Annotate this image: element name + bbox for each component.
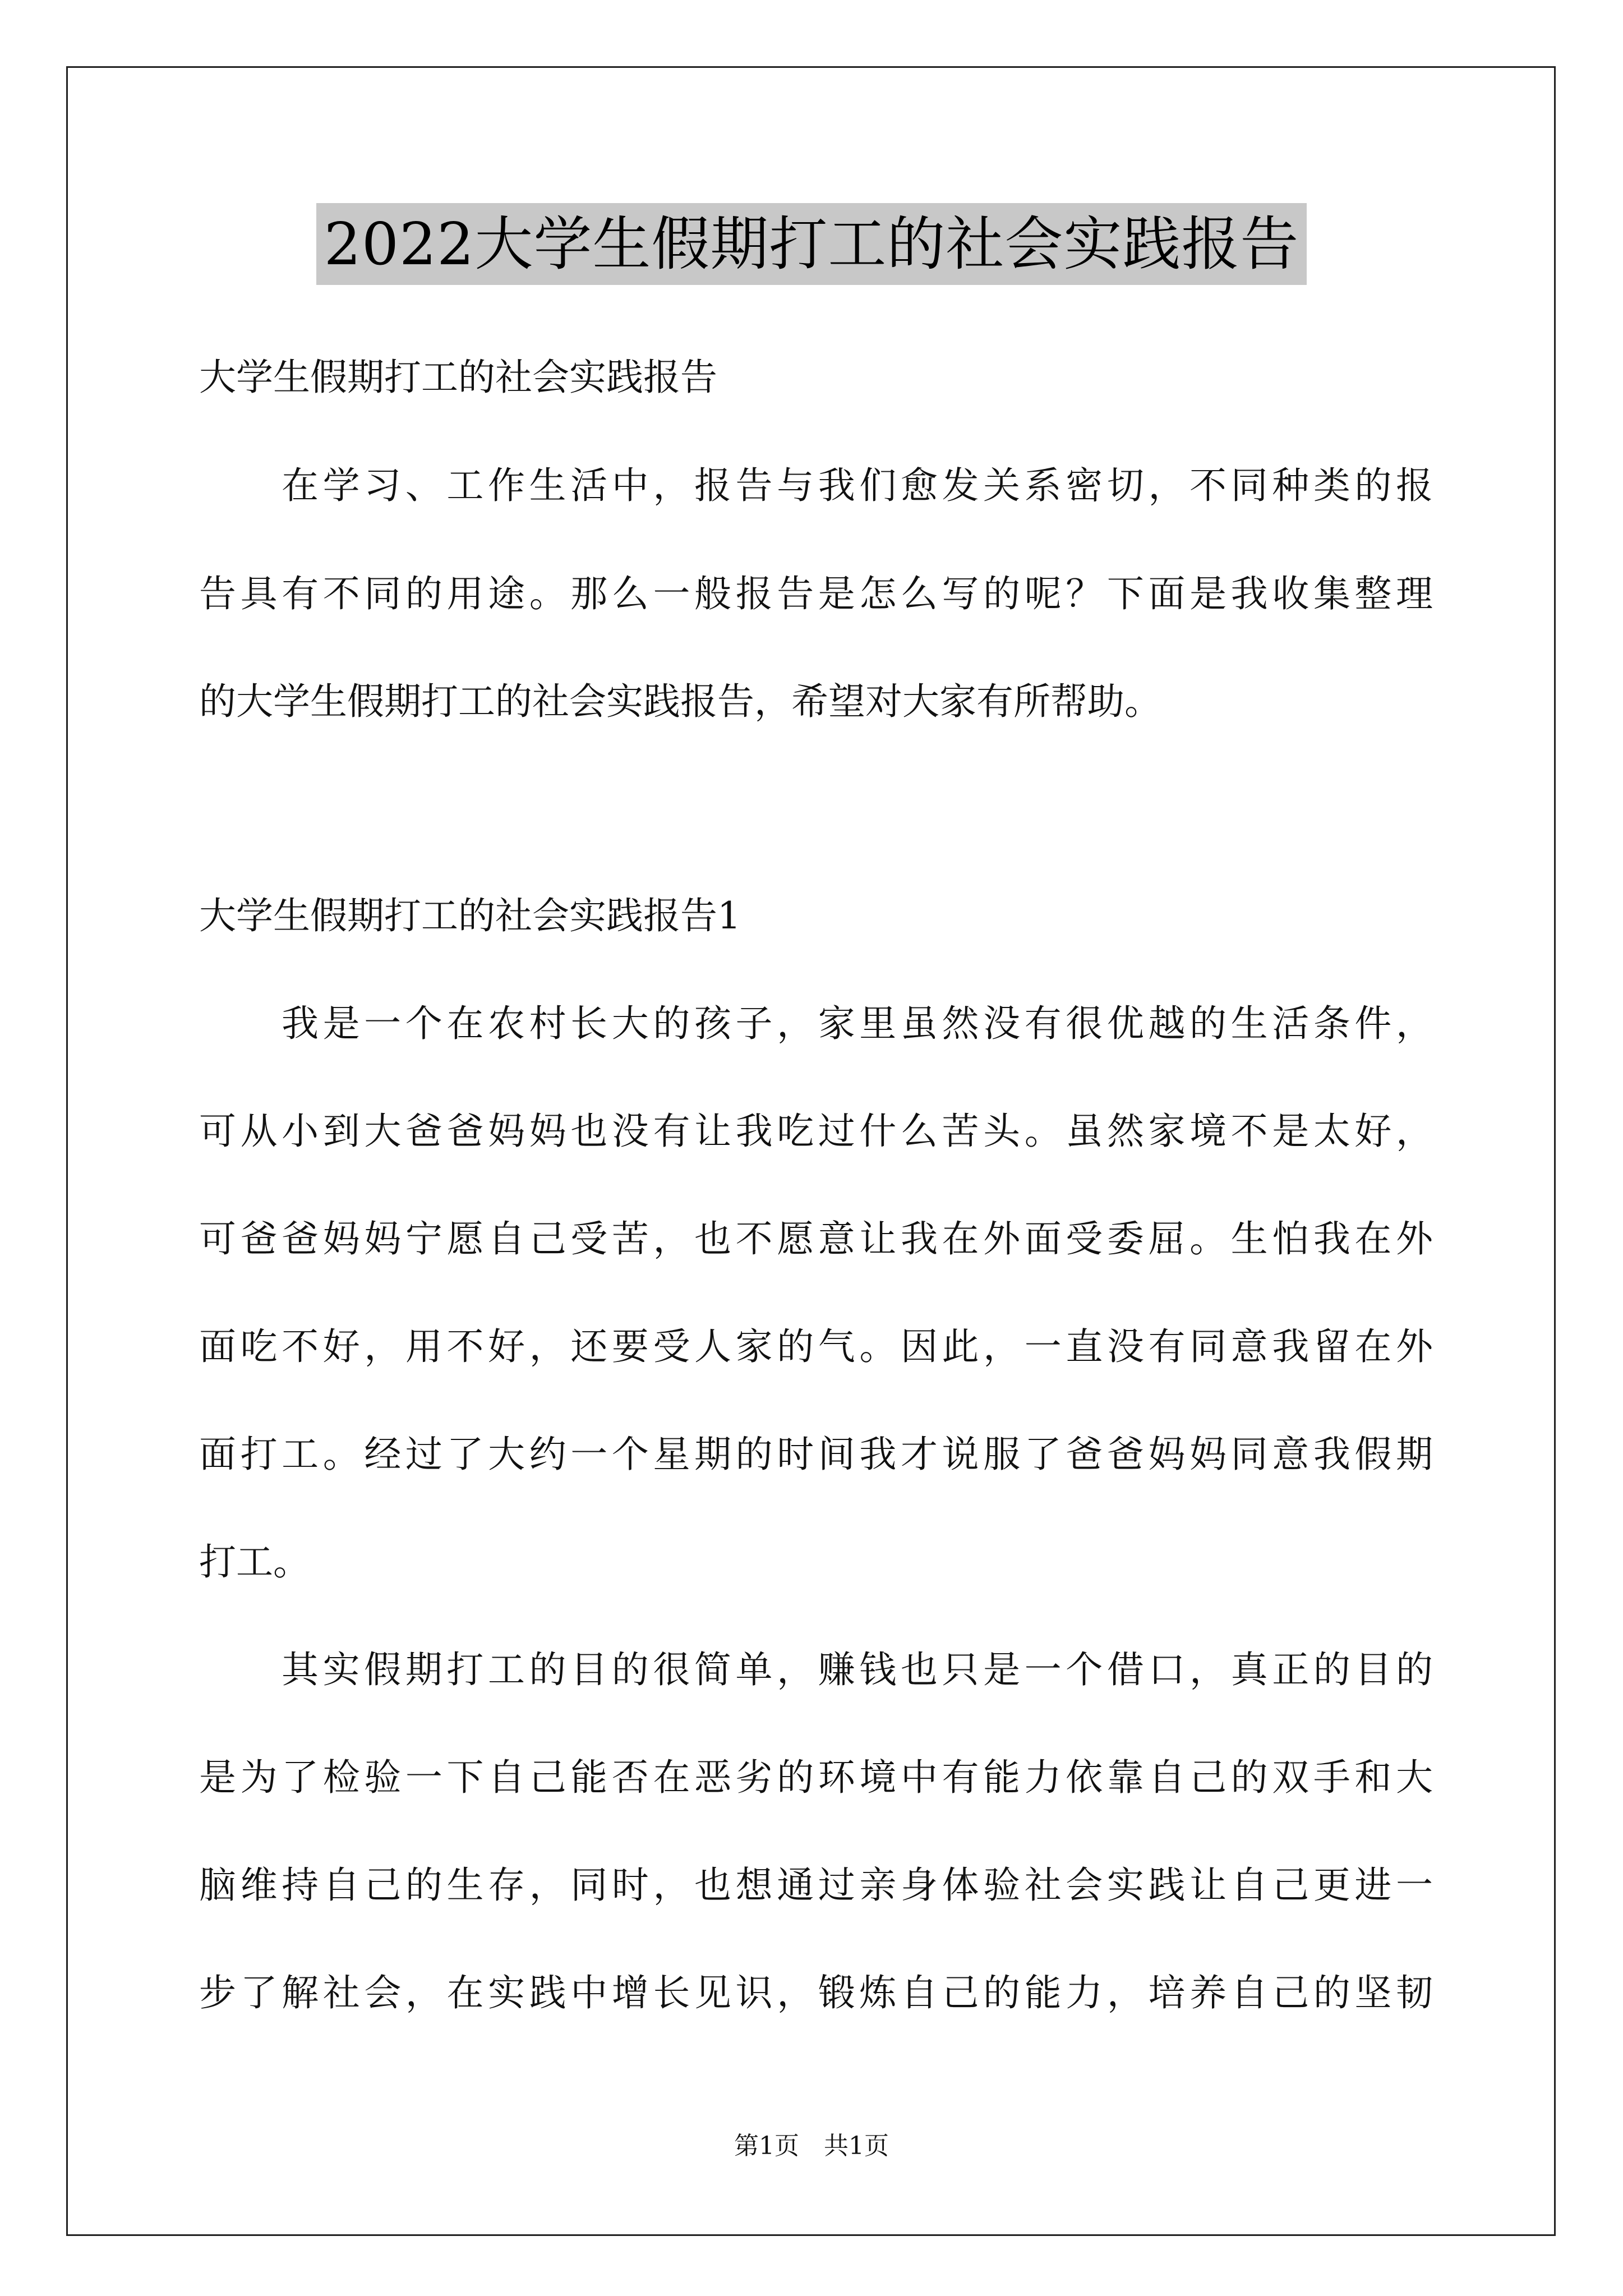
page-footer: 第1页 共1页 — [734, 2132, 889, 2160]
section-heading: 大学生假期打工的社会实践报告1 — [199, 894, 741, 937]
paragraph-line: 我是一个在农村长大的孩子，家里虽然没有很优越的生活条件， — [282, 1002, 1433, 1045]
paragraph-line: 脑维持自己的生存，同时，也想通过亲身体验社会实践让自己更进一 — [199, 1864, 1433, 1907]
paragraph-line: 在学习、工作生活中，报告与我们愈发关系密切，不同种类的报 — [282, 464, 1433, 507]
paragraph-line: 的大学生假期打工的社会实践报告，希望对大家有所帮助。 — [199, 680, 1161, 723]
paragraph-line: 面打工。经过了大约一个星期的时间我才说服了爸爸妈妈同意我假期 — [199, 1433, 1433, 1476]
paragraph-line: 面吃不好，用不好，还要受人家的气。因此，一直没有同意我留在外 — [199, 1325, 1433, 1368]
paragraph-line: 是为了检验一下自己能否在恶劣的环境中有能力依靠自己的双手和大 — [199, 1756, 1433, 1799]
paragraph-line: 打工。 — [199, 1540, 310, 1584]
paragraph-line: 可从小到大爸爸妈妈也没有让我吃过什么苦头。虽然家境不是太好， — [199, 1110, 1433, 1153]
document-title: 2022大学生假期打工的社会实践报告 — [316, 203, 1307, 285]
paragraph-line: 可爸爸妈妈宁愿自己受苦，也不愿意让我在外面受委屈。生怕我在外 — [199, 1217, 1433, 1260]
paragraph-line: 步了解社会，在实践中增长见识，锻炼自己的能力，培养自己的坚韧 — [199, 1971, 1433, 2014]
subtitle: 大学生假期打工的社会实践报告 — [199, 356, 717, 399]
paragraph-line: 告具有不同的用途。那么一般报告是怎么写的呢？下面是我收集整理 — [199, 572, 1433, 615]
title-block — [0, 203, 1623, 285]
paragraph-line: 其实假期打工的目的很简单，赚钱也只是一个借口，真正的目的 — [282, 1648, 1433, 1691]
